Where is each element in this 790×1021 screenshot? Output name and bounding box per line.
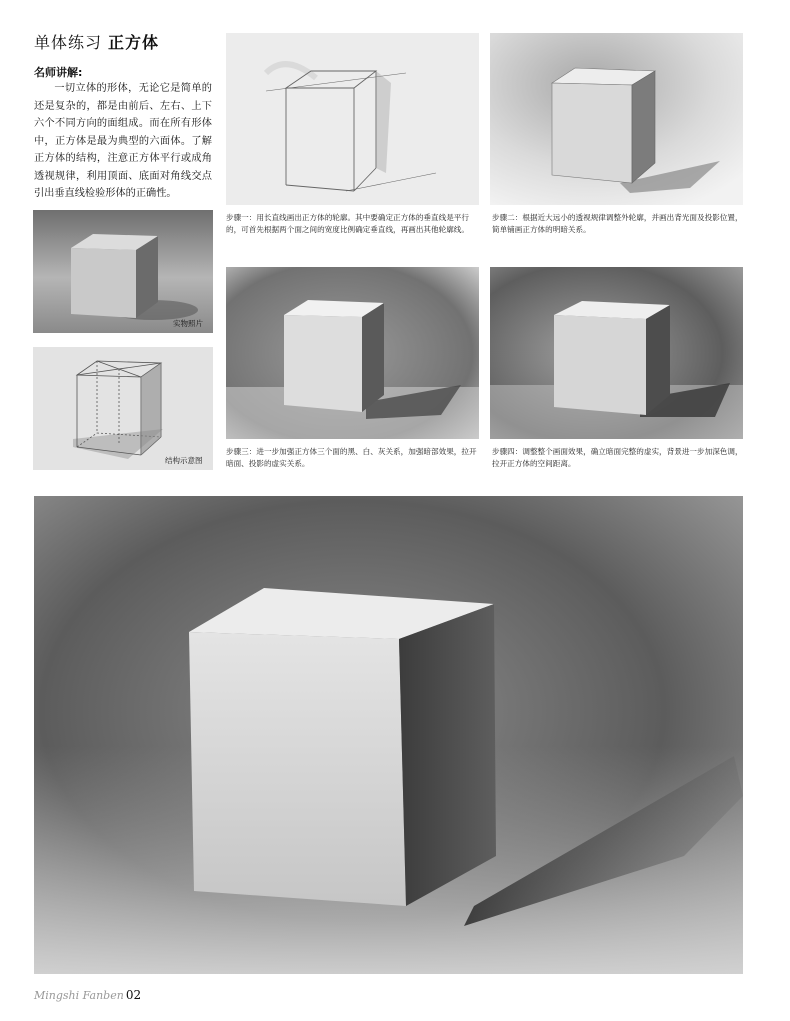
- title-main: 正方体: [108, 33, 160, 52]
- reference-photo: [33, 210, 213, 333]
- step-1-drawing: [226, 33, 479, 205]
- page-footer: [34, 988, 141, 1002]
- step-3-drawing: [226, 267, 479, 439]
- page-number: 02: [125, 988, 142, 1002]
- lecture-body: 一切立体的形体，无论它是简单的还是复杂的，都是由前后、左右、上下六个不同方向的面组成。而在所有形体中，正方体是最为典型的六面体。了解正方体的结构，注意正方体平行或成角透视规律，利用顶面、底面对角线交点引出垂直线检验形体的正确性。: [34, 83, 212, 199]
- final-drawing: [34, 496, 743, 974]
- step-4-drawing: [490, 267, 743, 439]
- step-2-drawing: [490, 33, 743, 205]
- photo-label: 实物照片: [173, 319, 203, 328]
- step-3-caption: 步骤三：进一步加强正方体三个面的黑、白、灰关系，加强暗部效果，拉开暗面、投影的虚实关系。: [226, 447, 477, 468]
- structure-diagram: [33, 347, 213, 470]
- step-2-caption: 步骤二：根据近大远小的透视规律调整外轮廓，并画出背光面及投影位置，简单铺画正方体的明暗关系。: [492, 213, 743, 234]
- footer-series: Mingshi Fanben: [34, 989, 124, 1002]
- page-title: [34, 30, 159, 53]
- lecture-heading: 名师讲解:: [34, 66, 83, 79]
- title-prefix: 单体练习: [34, 33, 103, 52]
- diagram-label: 结构示意图: [165, 456, 203, 465]
- step-1-caption: 步骤一：用长直线画出正方体的轮廓。其中要确定正方体的垂直线是平行的，可首先根据两个面之间的宽度比例确定垂直线，再画出其他轮廓线。: [226, 213, 469, 234]
- step-4-caption: 步骤四：调整整个画面效果，确立暗面完整的虚实，背景进一步加深色调，拉开正方体的空间距离。: [492, 447, 743, 468]
